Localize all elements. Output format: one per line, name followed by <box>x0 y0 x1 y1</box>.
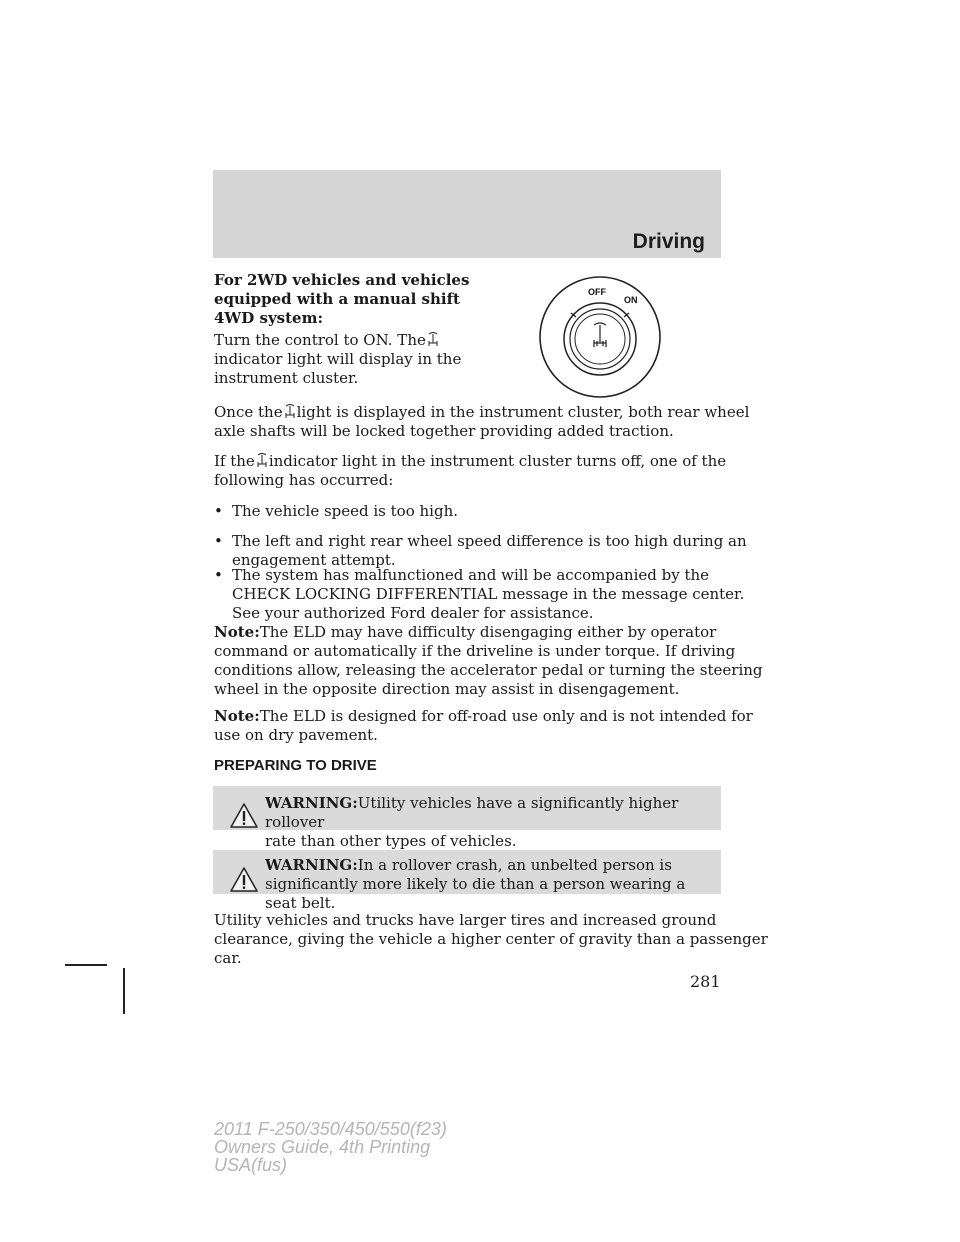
locking-differential-icon <box>283 403 297 419</box>
paragraph-if: If the indicator light in the instrument cluster turns off, one of the following has occurred: <box>214 452 727 489</box>
note-paragraph: Note:The ELD is designed for off-road use only and is not intended for use on dry pavement. <box>214 707 753 744</box>
bullet-icon: • <box>214 566 223 584</box>
chapter-header-band <box>213 170 721 258</box>
closing-paragraph: Utility vehicles and trucks have larger tires and increased ground clearance, giving the vehicle a higher center of gravity than a passenger car. <box>214 911 768 967</box>
intro-paragraph: Turn the control to ON. The indicator light will display in the instrument cluster. <box>214 331 462 387</box>
document-footer: 2011 F-250/350/450/550(f23) Owners Guide, 4th Printing USA(fus) <box>214 1119 447 1175</box>
note-paragraph: Note:The ELD may have difficulty disengaging either by operator command or automatically if the driveline is under torque. If driving conditions allow, releasing the accelerator pedal or turning the steering wheel in the opposite direction may assist in disengagement. <box>214 623 763 698</box>
list-item: The system has malfunctioned and will be accompanied by the CHECK LOCKING DIFFERENTIAL message in the message center. See your authorized Ford dealer for assistance. <box>232 566 745 622</box>
crop-mark-horizontal <box>65 964 107 966</box>
chapter-title: Driving <box>632 230 705 253</box>
elocker-switch-diagram <box>538 275 663 400</box>
paragraph-once: Once the light is displayed in the instrument cluster, both rear wheel axle shafts will be locked together providing added traction. <box>214 403 750 440</box>
warning-box <box>213 850 721 912</box>
warning-box <box>213 786 721 850</box>
bullet-icon: • <box>214 502 223 520</box>
crop-mark-vertical <box>123 968 125 1014</box>
warning-text: WARNING:In a rollover crash, an unbelted person is significantly more likely to die than a person wearing a seat belt. <box>265 856 686 912</box>
page-number: 281 <box>690 972 721 991</box>
list-item: The vehicle speed is too high. <box>232 502 458 520</box>
bullet-icon: • <box>214 532 223 550</box>
warning-triangle-icon <box>229 866 259 893</box>
locking-differential-icon <box>255 452 269 468</box>
switch-on-label: ON <box>624 295 638 305</box>
switch-off-label: OFF <box>588 287 606 297</box>
intro-heading: For 2WD vehicles and vehicles equipped with a manual shift 4WD system: <box>214 271 470 327</box>
section-heading: PREPARING TO DRIVE <box>214 757 377 774</box>
list-item: The left and right rear wheel speed difference is too high during an engagement attempt. <box>232 532 747 569</box>
warning-text: WARNING:Utility vehicles have a significantly higher rollover rate than other types of vehicles. <box>265 794 679 850</box>
locking-differential-icon <box>426 331 440 347</box>
warning-triangle-icon <box>229 802 259 829</box>
